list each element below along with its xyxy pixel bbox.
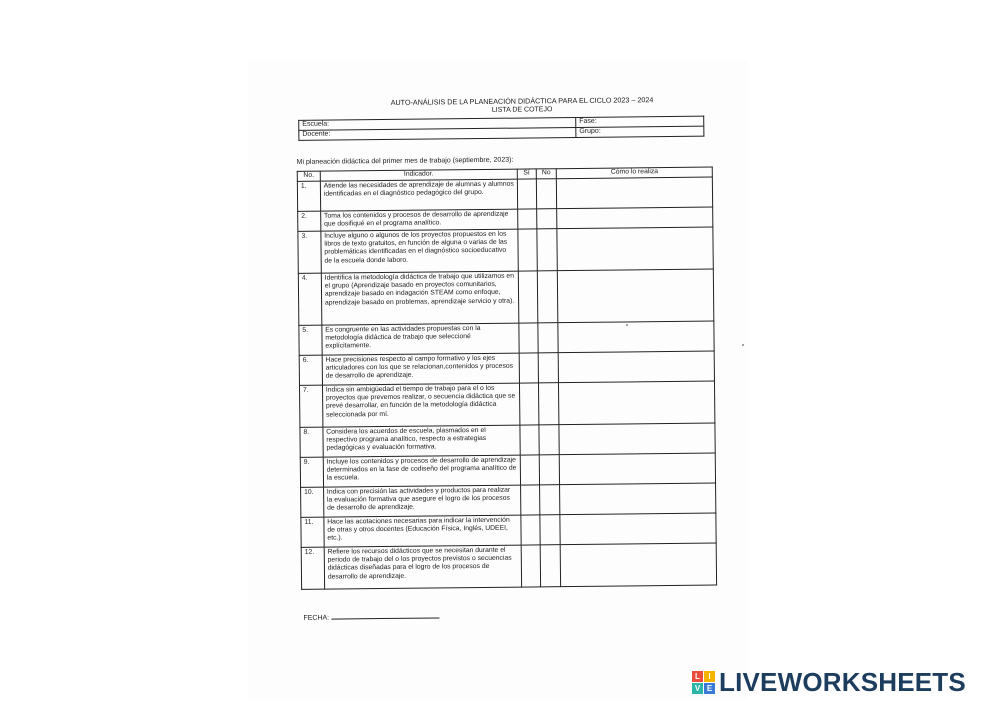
row-no-cell[interactable] <box>536 228 557 270</box>
row-indicador: Atiende las necesidades de aprendizaje de alumnas y alumnos identificadas en el diagnóstico pedagógico del grupo. <box>320 179 517 211</box>
row-como-cell[interactable] <box>559 351 715 383</box>
row-si-cell[interactable] <box>521 515 540 545</box>
checklist-document <box>288 96 721 623</box>
table-row <box>300 453 715 487</box>
checklist-table <box>297 167 717 590</box>
row-no-cell[interactable] <box>539 424 560 454</box>
row-indicador: Refiere los recursos didácticos que se necesitan durante el periodo de trabajo del o los proyectos previstos o secuencias didácticas diseñadas para el logro de los procesos de desarrollo de aprendizaje. <box>324 545 522 589</box>
docente-label: Docente: <box>302 130 331 138</box>
row-no-cell[interactable] <box>538 352 559 382</box>
col-header-no-answer: No <box>536 169 557 179</box>
document-subtitle: LISTA DE COTEJO <box>491 106 553 115</box>
col-header-indicador: Indicador. <box>320 169 517 180</box>
row-number: 3. <box>298 231 321 273</box>
table-row <box>297 177 712 211</box>
row-como-cell[interactable] <box>558 269 714 323</box>
row-como-cell[interactable] <box>557 207 713 229</box>
row-como-cell[interactable] <box>557 227 713 271</box>
docente-field[interactable] <box>299 127 576 140</box>
row-indicador: Hace precisiones respecto al campo formativo y los ejes articuladores con los que se relacionan,contenidos y procesos de desarrollo de aprendizaje. <box>322 353 519 385</box>
row-si-cell[interactable] <box>517 179 536 209</box>
row-si-cell[interactable] <box>518 209 537 229</box>
table-row <box>299 381 714 427</box>
row-no-cell[interactable] <box>538 382 559 424</box>
table-row <box>301 513 716 547</box>
row-como-cell[interactable] <box>561 543 717 587</box>
row-si-cell[interactable] <box>519 323 538 353</box>
row-number: 2. <box>298 211 321 231</box>
row-indicador: Incluye alguno o algunos de los proyectos propuestos en los libros de texto gratuitos, en función de alguna o varias de las problemáticas identificadas en el diagnóstico socioeducativo de la escuela donde laboro. <box>321 229 519 273</box>
row-si-cell[interactable] <box>520 425 539 455</box>
row-no-cell[interactable] <box>537 270 558 322</box>
document-title: AUTO-ANÁLISIS DE LA PLANEACIÓN DIDÁCTICA PARA EL CICLO 2023 – 2024 <box>390 95 654 107</box>
scan-speck <box>626 324 628 326</box>
grupo-field[interactable] <box>576 126 704 137</box>
scan-speck <box>742 344 744 346</box>
row-number: 4. <box>298 273 321 325</box>
row-indicador: Indica con precisión las actividades y productos para realizar la evaluación formativa que asegure el logro de los procesos de desarrollo de aprendizaje. <box>323 485 520 517</box>
row-si-cell[interactable] <box>521 545 540 587</box>
logo-letter: V <box>692 683 703 694</box>
row-number: 10. <box>301 487 324 517</box>
escuela-label: Escuela: <box>302 120 330 128</box>
logo-text: LIVEWORKSHEETS <box>719 666 966 697</box>
logo-letter: E <box>704 683 715 694</box>
col-header-si: Sí <box>517 169 536 179</box>
row-como-cell[interactable] <box>558 321 714 353</box>
row-no-cell[interactable] <box>536 208 557 228</box>
row-no-cell[interactable] <box>539 454 560 484</box>
row-si-cell[interactable] <box>518 229 537 271</box>
row-no-cell[interactable] <box>539 484 560 514</box>
table-row <box>301 483 716 517</box>
table-row <box>299 351 714 385</box>
row-como-cell[interactable] <box>559 381 715 425</box>
table-row <box>299 321 714 355</box>
table-row <box>298 269 714 325</box>
row-si-cell[interactable] <box>518 271 537 323</box>
row-si-cell[interactable] <box>519 383 538 425</box>
row-indicador: Es congruente en las actividades propuestas con la metodología didáctica de trabajo que seleccioné explícitamente. <box>322 323 519 355</box>
row-indicador: Incluye los contenidos y procesos de desarrollo de aprendizaje determinados en la fase de codiseño del programa analítico de la escuela. <box>323 455 520 487</box>
row-number: 9. <box>300 457 323 487</box>
row-si-cell[interactable] <box>520 485 539 515</box>
row-indicador: Toma los contenidos y procesos de desarrollo de aprendizaje que dosifiqué en el programa analítico. <box>320 209 517 231</box>
row-indicador: Considera los acuerdos de escuela, plasmados en el respectivo programa analítico, respecto a estrategias pedagógicas y evaluación formativa. <box>323 425 520 457</box>
row-como-cell[interactable] <box>560 513 716 545</box>
row-si-cell[interactable] <box>520 455 539 485</box>
row-number: 12. <box>301 547 324 589</box>
header-fields-table <box>298 115 704 140</box>
row-no-cell[interactable] <box>539 514 560 544</box>
row-no-cell[interactable] <box>536 178 557 208</box>
row-si-cell[interactable] <box>519 353 538 383</box>
col-header-como: Cómo lo realiza <box>557 167 713 178</box>
row-number: 1. <box>297 181 320 211</box>
fecha-input-line[interactable] <box>331 610 439 619</box>
row-no-cell[interactable] <box>537 322 558 352</box>
logo-letter: I <box>704 671 715 682</box>
row-indicador: Identifica la metodología didáctica de trabajo que utilizamos en el grupo (Aprendizaje basado en proyectos comunitarios, aprendizaje basado en indagación STEAM como enfoque, aprendizaje basado en problemas, aprendizaje servicio y otra). <box>321 271 519 325</box>
row-number: 6. <box>299 355 322 385</box>
row-indicador: Hace las acotaciones necesarias para indicar la intervención de otras y otros docentes (Educación Física, Inglés, UDEEI, etc.). <box>324 515 521 547</box>
row-no-cell[interactable] <box>540 544 561 586</box>
table-row <box>301 543 716 589</box>
row-number: 11. <box>301 517 324 547</box>
fecha-label: FECHA: <box>303 614 330 622</box>
row-como-cell[interactable] <box>560 453 716 485</box>
row-como-cell[interactable] <box>559 423 715 455</box>
table-row <box>300 423 715 457</box>
row-number: 7. <box>299 385 322 427</box>
row-number: 8. <box>300 427 323 457</box>
liveworksheets-logo <box>692 668 966 696</box>
col-header-no: No. <box>297 171 320 181</box>
grupo-label: Grupo: <box>579 127 601 136</box>
row-indicador: Indica sin ambigüedad el tiempo de trabajo para el o los proyectos que prevemos realizar, o secuencia didáctica que se prevé desarrollar, en función de la metodología didáctica seleccionada por mí. <box>322 383 520 427</box>
row-como-cell[interactable] <box>560 483 716 515</box>
table-row <box>298 227 713 273</box>
row-como-cell[interactable] <box>557 177 713 209</box>
row-number: 5. <box>299 325 322 355</box>
logo-letter: L <box>692 671 703 682</box>
intro-text: Mi planeación didáctica del primer mes de trabajo (septiembre, 2023): <box>296 156 514 166</box>
logo-mark-icon <box>692 671 715 694</box>
fase-label: Fase: <box>579 117 597 126</box>
